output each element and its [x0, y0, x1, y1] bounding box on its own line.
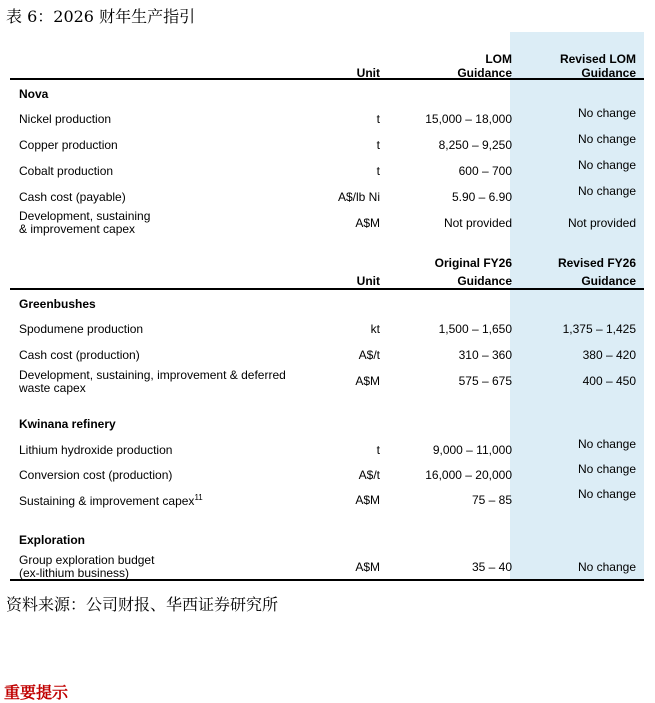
header-revised-line2: Guidance — [581, 274, 636, 288]
header-original-line1: Original FY26 — [434, 256, 512, 270]
important-notice-heading: 重要提示 — [4, 683, 69, 702]
header-lom-line2: Guidance — [457, 66, 512, 80]
header-revised-lom-line1: Revised LOM — [559, 52, 636, 66]
header-revised-line1: Revised FY26 — [557, 256, 636, 270]
header-rule — [10, 78, 644, 80]
table-caption: 表 6：2026 财年生产指引 — [6, 7, 196, 26]
header-revised-lom-line2: Guidance — [581, 66, 636, 80]
header-unit: Unit — [356, 66, 380, 80]
header-unit-2: Unit — [356, 274, 380, 288]
header-rule-2 — [10, 288, 644, 290]
source-note: 资料来源：公司财报、华西证券研究所 — [6, 595, 279, 614]
header-lom-line1: LOM — [485, 52, 512, 66]
footnote-marker: 11 — [194, 493, 203, 502]
header-original-line2: Guidance — [457, 274, 512, 288]
bottom-rule — [10, 579, 644, 581]
